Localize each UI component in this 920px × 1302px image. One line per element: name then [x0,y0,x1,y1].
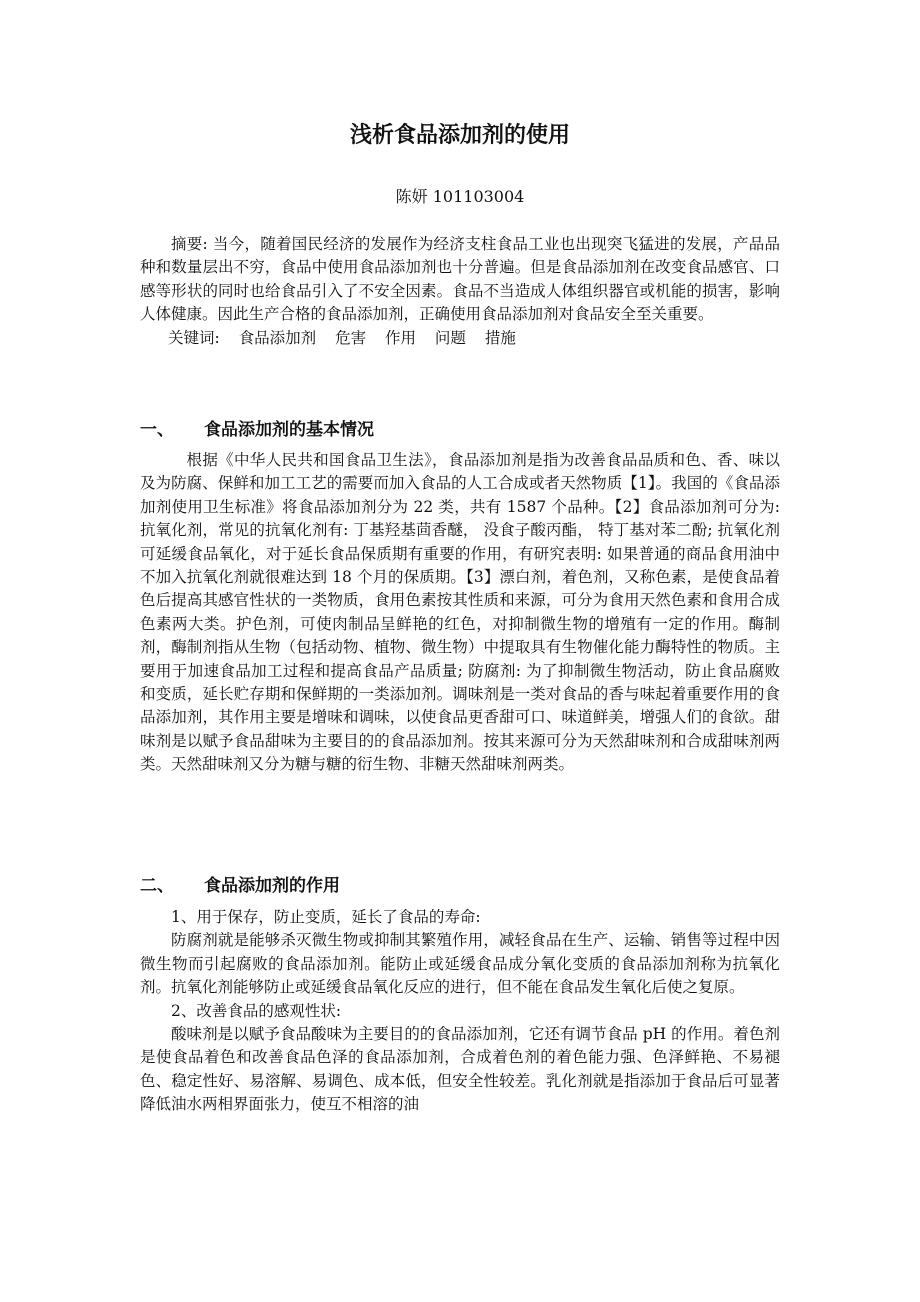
section-2-body [140,906,780,1117]
author-line: 陈妍 101103004 [395,187,525,206]
item-1-heading: 1、用于保存，防止变质，延长了食品的寿命: [171,908,481,926]
abstract-block [140,233,780,350]
section-2-heading [140,871,780,896]
keywords-line: 关键词: 食品添加剂 危害 作用 问题 措施 [168,328,516,347]
section-2-title: 食品添加剂的作用 [204,876,340,896]
section-2-number: 二、 [140,876,174,896]
section-1-paragraph: 根据《中华人民共和国食品卫生法》，食品添加剂是指为改善食品品质和色、香、味以及为防腐、保鲜和加工工艺的需要而加入食品的人工合成或者天然物质【1】。我国的《食品添加剂使用卫生标准》将食品添加剂分为 22 类，共有 1587 个品种。【2】食品添加剂可分为: 抗氧化剂，常见的抗氧化剂有: 丁基羟基茴香醚， 没食子酸丙酯， 特丁基对苯二酚; 抗氧化剂可延缓食品氧化，对于延长食品保质期有重要的作用，有研究表明: 如果普通的商品食用油中不加入抗氧化剂就很难达到 18 个月的保质期。【3】漂白剂，着色剂，又称色素，是使食品着色后提高其感官性状的一类物质，食用色素按其性质和来源，可分为食用天然色素和食用合成色素两大类。护色剂，可使肉制品呈鲜艳的红色，对抑制微生物的增殖有一定的作用。酶制剂，酶制剂指从生物（包括动物、植物、微生物）中提取具有生物催化能力酶特性的物质。主要用于加速食品加工过程和提高食品产品质量; 防腐剂: 为了抑制微生物活动，防止食品腐败和变质，延长贮存期和保鲜期的一类添加剂。调味剂是一类对食品的香与味起着重要作用的食品添加剂，其作用主要是增味和调味，以使食品更香甜可口、味道鲜美，增强人们的食欲。甜味剂是以赋予食品甜味为主要目的的食品添加剂。按其来源可分为天然甜味剂和合成甜味剂两类。天然甜味剂又分为糖与糖的衍生物、非糖天然甜味剂两类。 [140,451,780,774]
section-1-heading [140,415,780,440]
section-1-body [140,449,780,777]
item-2-heading: 2、改善食品的感观性状: [171,1001,342,1020]
item-1-paragraph: 防腐剂就是能够杀灭微生物或抑制其繁殖作用，减轻食品在生产、运输、销售等过程中因微生物而引起腐败的食品添加剂。能防止或延缓食品成分氧化变质的食品添加剂称为抗氧化剂。抗氧化剂能够防止或延缓食品氧化反应的进行，但不能在食品发生氧化后使之复原。 [140,931,780,997]
section-1-title: 食品添加剂的基本情况 [204,420,374,440]
abstract-paragraph: 摘要: 当今，随着国民经济的发展作为经济支柱食品工业也出现突飞猛进的发展，产品品种和数量层出不穷，食品中使用食品添加剂也十分普遍。但是食品添加剂在改变食品感官、口感等形状的同时也给食品引入了不安全因素。食品不当造成人体组织器官或机能的损害，影响人体健康。因此生产合格的食品添加剂，正确使用食品添加剂对食品安全至关重要。 [140,235,780,324]
section-1-number: 一、 [140,420,174,440]
item-2-paragraph: 酸味剂是以赋予食品酸味为主要目的的食品添加剂，它还有调节食品 pH 的作用。着色剂是使食品着色和改善食品色泽的食品添加剂，合成着色剂的着色能力强、色泽鲜艳、不易褪色、稳定性好、易溶解、易调色、成本低，但安全性较差。乳化剂就是指添加于食品后可显著降低油水两相界面张力，使互不相溶的油 [140,1025,780,1114]
document-title: 浅析食品添加剂的使用 [349,123,570,148]
